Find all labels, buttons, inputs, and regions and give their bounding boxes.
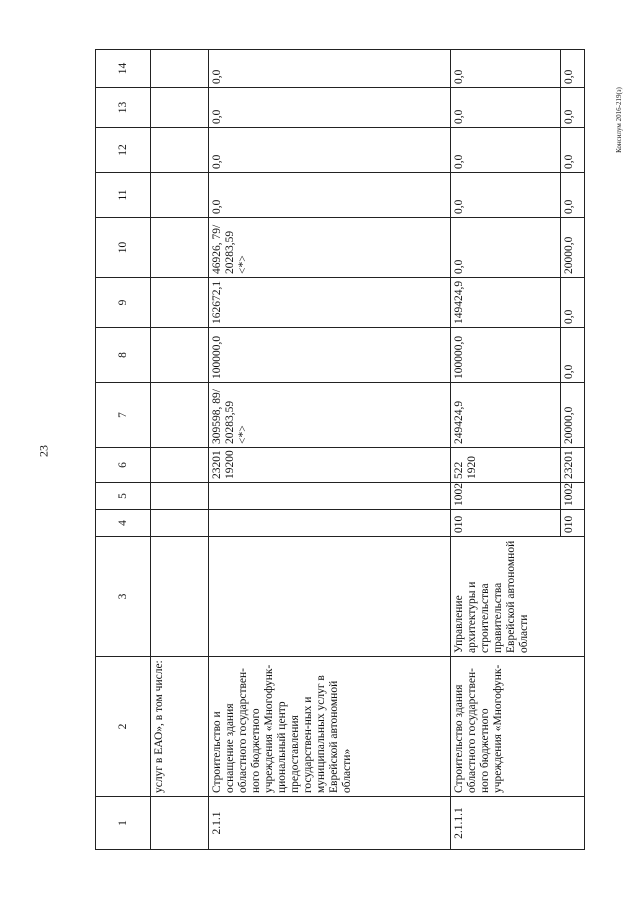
table-cell: 0,0 — [209, 88, 451, 128]
table-cell — [151, 510, 209, 537]
table-cell: 010 — [561, 510, 585, 537]
header-cell: 1 — [96, 797, 151, 850]
header-cell: 14 — [96, 50, 151, 88]
table-cell — [151, 328, 209, 383]
footer-code: Консилум 2016-219(з) — [615, 87, 623, 153]
table-cell: 100000,0 — [451, 328, 561, 383]
table-cell — [151, 797, 209, 850]
budget-table — [95, 49, 585, 850]
table-cell — [151, 537, 209, 657]
table-cell — [209, 537, 451, 657]
header-cell: 5 — [96, 483, 151, 510]
header-cell: 11 — [96, 173, 151, 218]
table-cell: 309598, 89/ 20283,59 <*> — [209, 383, 451, 448]
header-cell: 7 — [96, 383, 151, 448]
table-cell: 0,0 — [451, 218, 561, 278]
header-cell: 6 — [96, 448, 151, 483]
table-cell: 0,0 — [209, 128, 451, 173]
header-cell: 12 — [96, 128, 151, 173]
table-cell: 20000,0 — [561, 218, 585, 278]
table-cell: 162672,1 — [209, 278, 451, 328]
table-cell: 23201 19200 — [209, 448, 451, 483]
table-cell: 20000,0 — [561, 383, 585, 448]
header-row — [96, 50, 151, 850]
table-cell: 46926, 79/ 20283,59 <*> — [209, 218, 451, 278]
table-cell: 2.1.1 — [209, 797, 451, 850]
header-cell: 2 — [96, 657, 151, 797]
table-row — [209, 50, 451, 850]
table-cell — [151, 483, 209, 510]
table-cell: 0,0 — [209, 173, 451, 218]
table-cell: Строительство и оснащение здания областного государствен-ного бюджетного учреждения «Многофунк-циональный центр предоставления государствен-ных и муниципальных услуг в Еврейской автономной области» — [209, 657, 451, 797]
table-cell — [151, 128, 209, 173]
table-cell: услуг в ЕАО», в том числе: — [151, 657, 209, 797]
header-cell: 13 — [96, 88, 151, 128]
table-cell: 0,0 — [561, 128, 585, 173]
table-cell — [209, 510, 451, 537]
header-cell: 10 — [96, 218, 151, 278]
table-cell: 010 — [451, 510, 561, 537]
table-cell: 0,0 — [561, 173, 585, 218]
table-cell: 100000,0 — [209, 328, 451, 383]
table-cell: 0,0 — [451, 50, 561, 88]
table-cell: 2.1.1.1 — [451, 797, 585, 850]
table-row — [451, 50, 561, 850]
table-cell: 149424,9 — [451, 278, 561, 328]
table-row — [151, 50, 209, 850]
table-cell — [151, 278, 209, 328]
table-cell — [151, 218, 209, 278]
table-cell: 0,0 — [561, 278, 585, 328]
table-cell: 0,0 — [561, 50, 585, 88]
table-cell — [151, 50, 209, 88]
table-cell: 0,0 — [451, 88, 561, 128]
header-cell: 9 — [96, 278, 151, 328]
table-cell: Строительство здания областного государствен-ного бюджетного учреждения «Многофунк- — [451, 657, 585, 797]
table-cell: 1002 — [561, 483, 585, 510]
table-cell: 0,0 — [209, 50, 451, 88]
table-cell: Управление архитектуры и строительства правительства Еврейской автономной области — [451, 537, 585, 657]
table-cell: 0,0 — [561, 328, 585, 383]
table-cell: 0,0 — [451, 128, 561, 173]
table-cell: 23201 — [561, 448, 585, 483]
header-cell: 8 — [96, 328, 151, 383]
table-cell — [151, 173, 209, 218]
page-number: 23 — [36, 445, 51, 457]
table-cell: 1002 — [451, 483, 561, 510]
table-cell — [151, 448, 209, 483]
table-cell: 249424,9 — [451, 383, 561, 448]
header-cell: 4 — [96, 510, 151, 537]
table-cell — [151, 88, 209, 128]
rotated-page — [95, 50, 585, 850]
table-cell — [209, 483, 451, 510]
header-cell: 3 — [96, 537, 151, 657]
table-cell — [151, 383, 209, 448]
table-cell: 522 1920 — [451, 448, 561, 483]
table-cell: 0,0 — [561, 88, 585, 128]
table-cell: 0,0 — [451, 173, 561, 218]
